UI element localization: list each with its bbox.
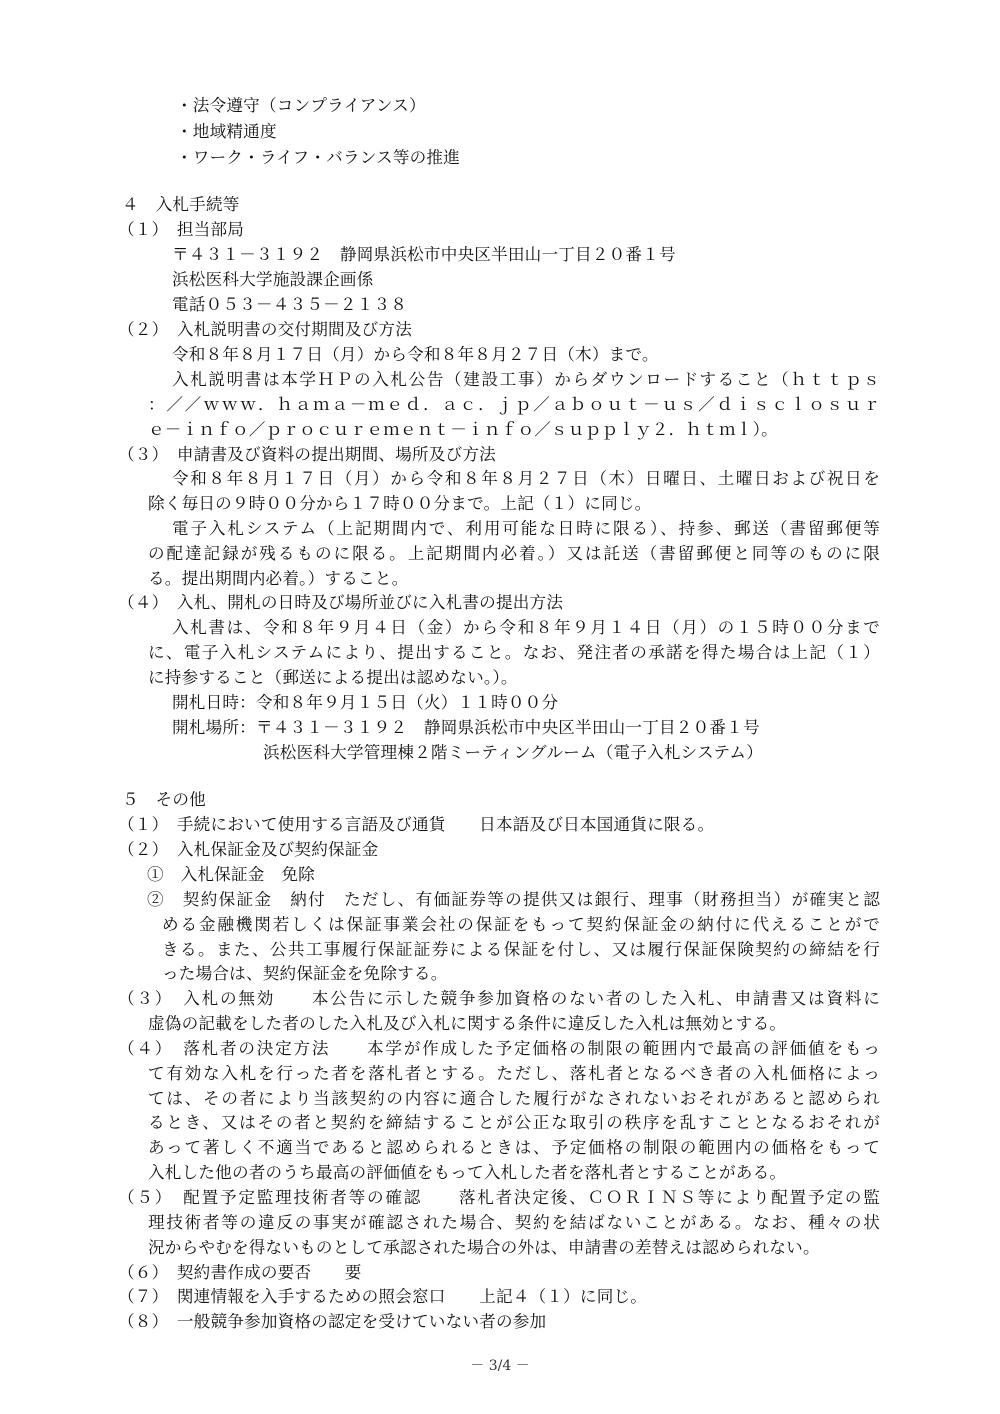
section-5-4-line: ては、その者により当該契約の内容に適合した履行がなされないおそれがあると認められ [148,1089,880,1108]
section-4-3-line: の配達記録が残るものに限る。上記期間内必着。）又は託送（書留郵便と同等のものに限 [148,544,880,563]
section-5-4-line: 入札した他の者のうち最高の評価値をもって入札した者を落札者とすることがある。 [148,1163,787,1182]
section-4-3-line: る。提出期間内必着。）すること。 [148,569,409,588]
section-5-1: （１） 手続において使用する言語及び通貨 日本語及び日本国通貨に限る。 [118,815,715,834]
section-5-8: （８） 一般競争参加資格の認定を受けていない者の参加 [118,1312,547,1331]
opening-place: 開札場所：〒４３１－３１９２ 静岡県浜松市中央区半田山一丁目２０番１号 [172,718,760,737]
section-4-4-line: 入札書は、令和８年９月４日（金）から令和８年９月１４日（月）の１５時００分まで [172,618,880,637]
section-4-3-line: 電子入札システム（上記期間内で、利用可能な日時に限る）、持参、郵送（書留郵便等 [172,519,880,538]
opening-datetime: 開札日時：令和８年９月１５日（火）１１時００分 [172,693,559,712]
bullet-compliance: ・法令遵守（コンプライアンス） [176,96,426,115]
section-4-3-line: 除く毎日の９時００分から１７時００分まで。上記（１）に同じ。 [148,494,652,513]
bullet-work-life-balance: ・ワーク・ライフ・バランス等の推進 [176,148,460,167]
bid-bond-item: ① 入札保証金 免除 [147,865,315,884]
section-4-1-label: （１） 担当部局 [118,220,245,239]
section-5-3: （３） 入札の無効 本公告に示した競争参加資格のない者のした入札、申請書又は資料に [118,989,880,1008]
contract-bond-item: ② 契約保証金 納付 ただし、有価証券等の提供又は銀行、理事（財務担当）が確実と認 [147,890,880,909]
section-5-6: （６） 契約書作成の要否 要 [118,1263,362,1282]
section-5-4: （４） 落札者の決定方法 本学が作成した予定価格の制限の範囲内で最高の評価値をもっ [118,1039,880,1058]
section-4-3-line: 令和８年８月１７日（月）から令和８年８月２７日（木）日曜日、土曜日および祝日を [172,469,880,488]
section-5-4-line: あって著しく不適当であると認められるときは、予定価格の制限の範囲内の価格をもって [148,1138,880,1157]
section-4-4-line: に持参すること（郵送による提出は認めない。）。 [148,668,518,687]
contact-address: 〒４３１－３１９２ 静岡県浜松市中央区半田山一丁目２０番１号 [172,245,676,264]
section-5-2-label: （２） 入札保証金及び契約保証金 [118,840,379,859]
opening-room: 浜松医科大学管理棟２階ミーティングルーム（電子入札システム） [263,743,763,762]
section-5-heading: ５ その他 [122,790,206,809]
section-4-heading: ４ 入札手続等 [122,195,240,214]
section-4-3-label: （３） 申請書及び資料の提出期間、場所及び方法 [118,445,496,464]
section-5-4-line: て有効な入札を行った者を落札者とする。ただし、落札者となるべき者の入札価格によっ [148,1064,880,1083]
section-5-4-line: るとき、又はその者と契約を締結することが公正な取引の秩序を乱すこととなるおそれが [148,1113,880,1132]
section-5-3-line: 虚偽の記載をした者のした入札及び入札に関する条件に違反した入札は無効とする。 [148,1014,787,1033]
section-4-2-line: 令和８年８月１７日（月）から令和８年８月２７日（木）まで。 [172,345,659,364]
section-5-5-line: 理技術者等の違反の事実が確認された場合、契約を結ばないことがある。なお、種々の状 [148,1213,880,1232]
section-4-2-line: 入札説明書は本学ＨＰの入札公告（建設工事）からダウンロードすること（ｈｔｔｐｓ [172,370,880,389]
section-5-5: （５） 配置予定監理技術者等の確認 落札者決定後、ＣＯＲＩＮＳ等により配置予定の監 [118,1188,880,1207]
contract-bond-line: める金融機関若しくは保証事業会社の保証をもって契約保証金の納付に代えることがで [162,915,880,934]
section-5-7: （７） 関連情報を入手するための照会窓口 上記４（１）に同じ。 [118,1287,648,1306]
contact-office: 浜松医科大学施設課企画係 [172,270,374,289]
section-4-2-line: ｅ－ｉｎｆｏ／ｐｒｏｃｕｒｅｍｅｎｔ－ｉｎｆｏ／ｓｕｐｐｌｙ２．ｈｔｍｌ）。 [148,420,778,439]
bullet-regional-knowledge: ・地域精通度 [176,122,277,141]
section-4-4-line: に、電子入札システムにより、提出すること。なお、発注者の承諾を得た場合は上記（１） [148,643,880,662]
section-4-4-label: （４） 入札、開札の日時及び場所並びに入札書の提出方法 [118,593,564,612]
page-number: － 3/4 － [470,1358,530,1374]
section-4-2-line: ：／／ｗｗｗ．ｈａｍａ－ｍｅｄ．ａｃ．ｊｐ／ａｂｏｕｔ－ｕｓ／ｄｉｓｃｌｏｓｕｒ [148,395,880,414]
contact-phone: 電話０５３－４３５－２１３８ [172,295,408,314]
contract-bond-line: った場合は、契約保証金を免除する。 [162,964,448,983]
section-4-2-label: （２） 入札説明書の交付期間及び方法 [118,320,412,339]
contract-bond-line: きる。また、公共工事履行保証証券による保証を付し、又は履行保証保険契約の締結を行 [162,940,880,959]
section-5-5-line: 況からやむを得ないものとして承認された場合の外は、申請書の差替えは認められない。 [148,1238,820,1257]
